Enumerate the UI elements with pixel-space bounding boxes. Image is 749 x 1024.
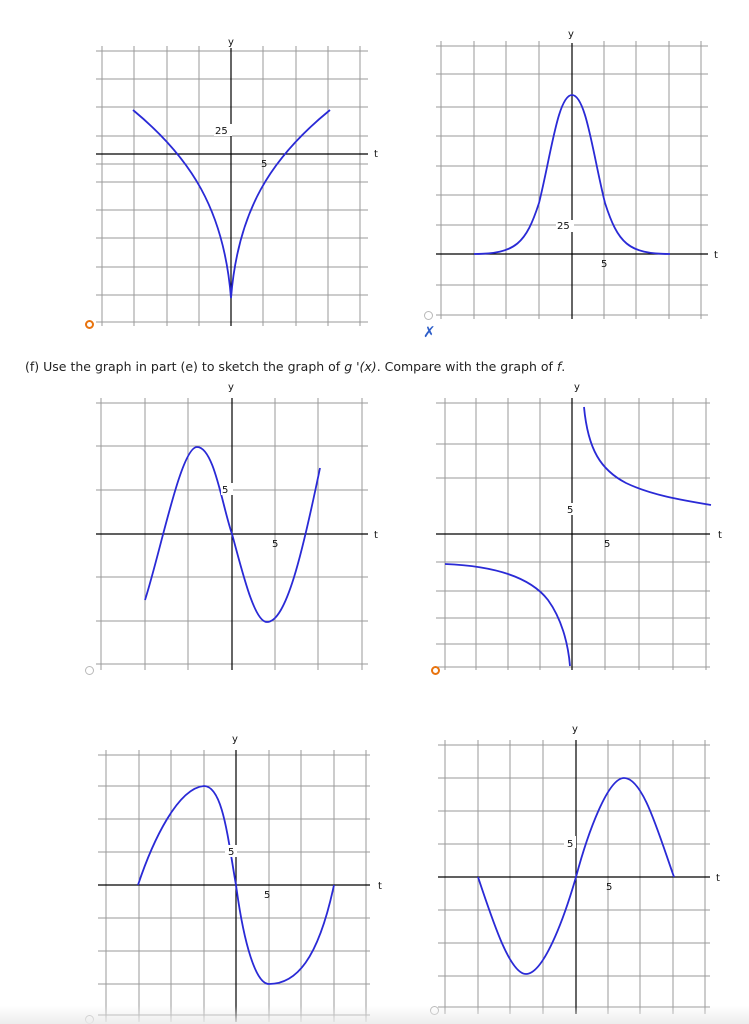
graph-option-f4 — [438, 722, 722, 1014]
t-axis-label: t — [374, 149, 378, 160]
y-axis-label: y — [232, 734, 238, 745]
graph-option-e1 — [96, 37, 378, 326]
x-tick-label: 5 — [604, 539, 611, 550]
radio-option-f1[interactable] — [85, 666, 94, 675]
t-axis-label: t — [714, 250, 718, 261]
graph-option-e2 — [436, 29, 720, 319]
y-axis-label: y — [572, 724, 578, 735]
y-tick-label: 5 — [567, 839, 574, 850]
y-axis-label: y — [228, 382, 234, 393]
incorrect-x-icon: ✗ — [423, 323, 436, 341]
x-tick-label: 5 — [601, 259, 608, 270]
y-tick-label: 5 — [228, 847, 235, 858]
graph-option-f1 — [96, 380, 380, 672]
radio-option-f2[interactable] — [431, 666, 440, 675]
graph-option-f2 — [436, 380, 720, 672]
g-prime-label: g '(x) — [344, 359, 377, 374]
y-axis-label: y — [568, 29, 574, 40]
radio-option-f4[interactable] — [430, 1006, 439, 1015]
y-tick-label: 25 — [557, 221, 570, 232]
y-tick-label: 5 — [567, 505, 574, 516]
curve-branch-right — [584, 407, 711, 505]
x-tick-label: 5 — [264, 890, 271, 901]
graph-option-f3 — [98, 730, 382, 1022]
question-text-end: . — [561, 359, 566, 374]
t-axis-label: t — [374, 530, 378, 541]
x-tick-label: 5 — [261, 159, 268, 170]
x-tick-label: 5 — [606, 882, 613, 893]
question-text-before: Use the graph in part (e) to sketch the graph of — [43, 359, 341, 374]
t-axis-label: t — [716, 873, 720, 884]
question-text — [25, 359, 565, 374]
x-tick-label: 5 — [272, 539, 279, 550]
radio-option-e1[interactable] — [85, 320, 94, 329]
y-tick-label: 5 — [222, 485, 229, 496]
radio-option-f3[interactable] — [85, 1015, 94, 1024]
t-axis-label: t — [718, 530, 722, 541]
question-part-label: (f) — [25, 359, 40, 374]
f-label: f — [556, 359, 562, 374]
y-axis-label: y — [228, 37, 234, 48]
radio-option-e2[interactable] — [424, 311, 433, 320]
y-tick-label: 25 — [215, 126, 228, 137]
y-axis-label: y — [574, 382, 580, 393]
question-text-middle: . Compare with the graph of — [376, 359, 553, 374]
graph-grid — [98, 750, 370, 1022]
t-axis-label: t — [378, 881, 382, 892]
